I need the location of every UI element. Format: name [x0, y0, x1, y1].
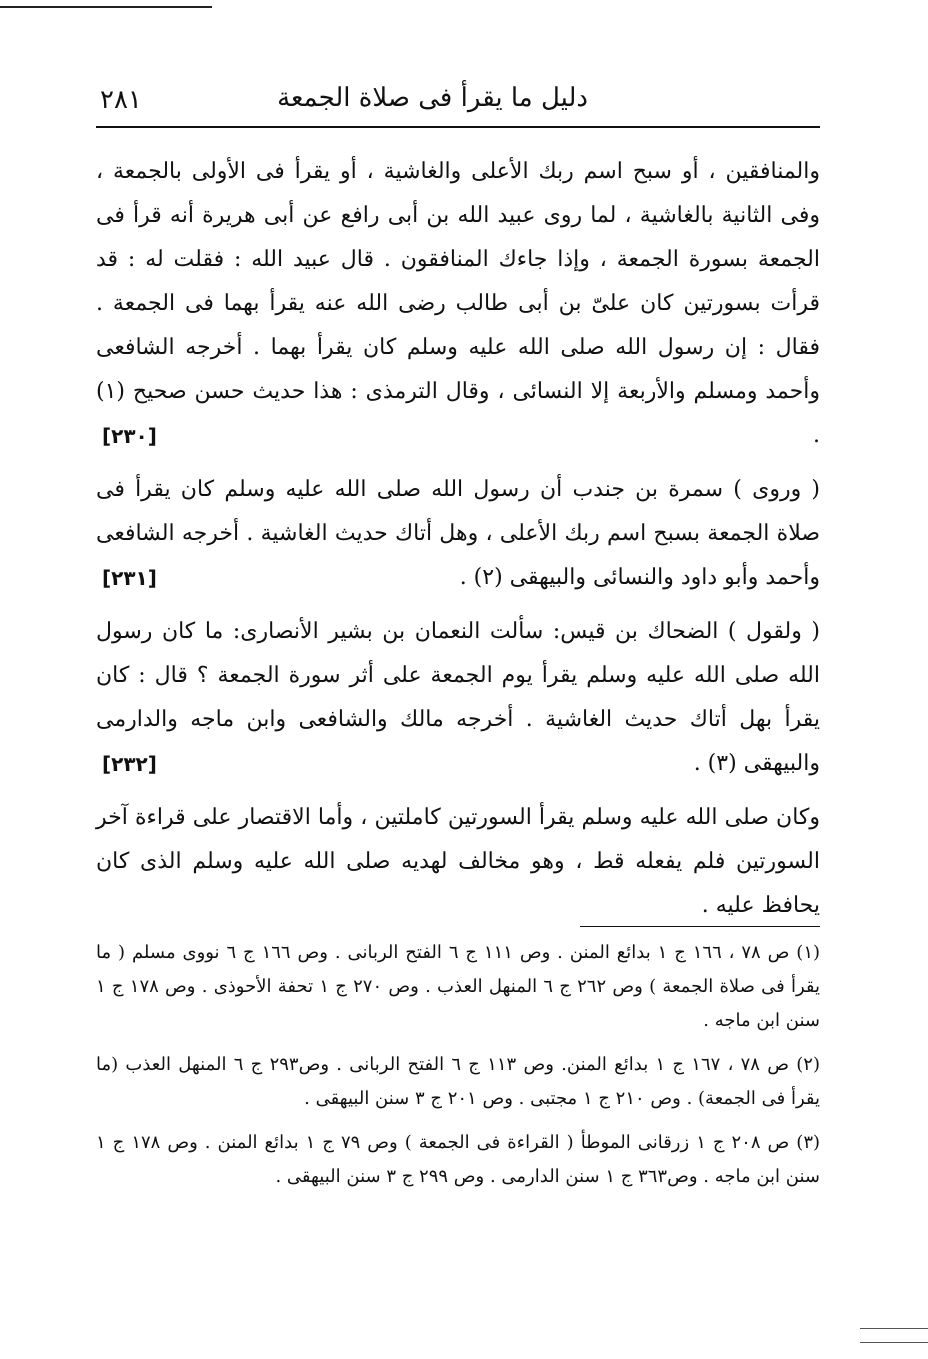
footnote: (١) ص ٧٨ ، ١٦٦ ج ١ بدائع المنن . وص ١١١ ج ٦ الفتح الربانى . وص ١٦٦ ج ٦ نووى مسلم ( ما يقرأ فى صلاة الجمعة ) وص ٢٦٢ ج ٦ المنهل العذب . وص ٢٧٠ ج ١ تحفة الأحوذى . وص ١٧٨ ج ١ سنن ابن ماجه . — [96, 942, 821, 1031]
main-text — [96, 150, 820, 938]
footnote: (٣) ص ٢٠٨ ج ١ زرقانى الموطأ ( القراءة فى الجمعة ) وص ٧٩ ج ١ بدائع المنن . وص ١٧٨ ج ١ سنن ابن ماجه . وص٣٦٣ ج ١ سنن الدارمى . وص ٢٩٩ ج ٣ سنن البيهقى . — [96, 1132, 821, 1187]
hadith-reference-number: [٢٣٠] — [102, 424, 157, 448]
header-rule — [96, 126, 820, 128]
footnote-separator — [580, 926, 820, 927]
running-title: دليل ما يقرأ فى صلاة الجمعة — [277, 83, 588, 113]
page-number: ٢٨١ — [100, 85, 142, 115]
bottom-edge-rule — [860, 1342, 928, 1343]
footnotes — [96, 936, 820, 1204]
paragraph — [96, 150, 820, 458]
paragraph-text: ( ولقول ) الضحاك بن قيس: سألت النعمان بن بشير الأنصارى: ما كان رسول الله صلى الله عليه وسلم يقرأ يوم الجمعة على أثر سورة الجمعة ؟ قال : كان يقرأ بهل أتاك حديث الغاشية . أخرجه مالك والشافعى وابن ماجه والدارمى والبيهقى (٣) . — [96, 619, 820, 776]
paragraph-text: ( وروى ) سمرة بن جندب أن رسول الله صلى الله عليه وسلم كان يقرأ فى صلاة الجمعة بسبح اسم ربك الأعلى ، وهل أتاك حديث الغاشية . أخرجه الشافعى وأحمد وأبو داود والنسائى والبيهقى (٢) . — [96, 477, 820, 590]
hadith-reference-number: [٢٣٢] — [102, 752, 157, 776]
top-edge-rule — [0, 6, 212, 8]
paragraph — [96, 796, 820, 928]
paragraph-text: والمنافقين ، أو سبح اسم ربك الأعلى والغاشية ، أو يقرأ فى الأولى بالجمعة ، وفى الثانية بالغاشية ، لما روى عبيد الله بن أبى رافع عن أبى هريرة أنه قرأ فى الجمعة بسورة الجمعة ، وإذا جاءك المنافقون . قال عبيد الله : فقلت له : قد قرأت بسورتين كان علىّ بن أبى طالب رضى الله عنه يقرأ بهما فى الجمعة . فقال : إن رسول الله صلى الله عليه وسلم كان يقرأ بهما . أخرجه الشافعى وأحمد ومسلم والأربعة إلا النسائى ، وقال الترمذى : هذا حديث حسن صحيح (١) . — [96, 159, 820, 448]
page-header — [96, 80, 820, 122]
hadith-reference-number: [٢٣١] — [102, 566, 157, 590]
paragraph — [96, 610, 820, 786]
paragraph-text: وكان صلى الله عليه وسلم يقرأ السورتين كاملتين ، وأما الاقتصار على قراءة آخر السورتين فلم يفعله قط ، وهو مخالف لهديه صلى الله عليه وسلم الذى كان يحافظ عليه . — [96, 805, 820, 918]
footnote: (٢) ص ٧٨ ، ١٦٧ ج ١ بدائع المنن. وص ١١٣ ج ٦ الفتح الربانى . وص٢٩٣ ج ٦ المنهل العذب (ما يقرأ فى الجمعة) . وص ٢١٠ ج ١ مجتبى . وص ٢٠١ ج ٣ سنن البيهقى . — [96, 1054, 820, 1109]
paragraph — [96, 468, 820, 600]
bottom-edge-rule — [860, 1328, 928, 1329]
